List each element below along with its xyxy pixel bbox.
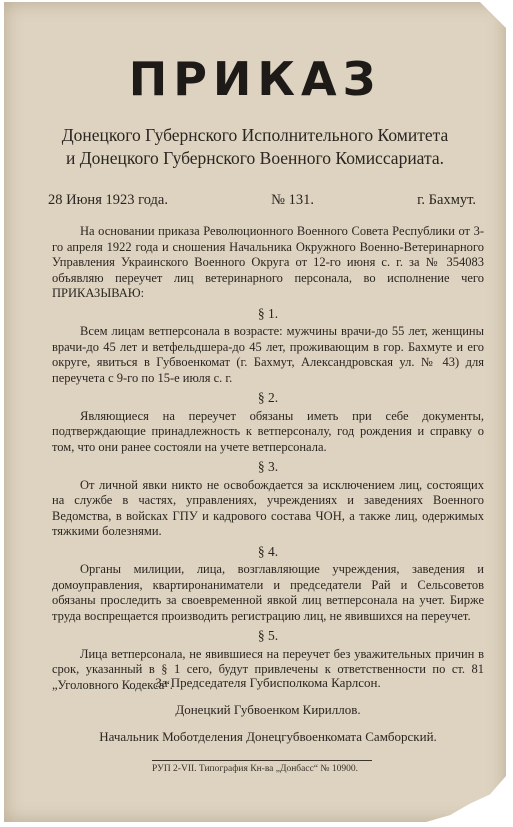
torn-bottom-edge xyxy=(426,776,506,822)
section-heading: § 4. xyxy=(257,543,279,559)
dateline xyxy=(48,192,476,209)
document-title: ПРИКАЗ xyxy=(128,52,382,106)
section-text: Являющиеся на переучет обязаны иметь при себе документы, подтверждающие принадлежность к ветперсоналу, год рождения и справку о том, что они ранее состояли на учете ветперсонала. xyxy=(52,408,484,454)
signature-line: За Председателя Губисполкома Карлсон. xyxy=(155,675,381,690)
document-place: г. Бахмут. xyxy=(417,192,476,208)
document-number: № 131. xyxy=(271,192,314,208)
subtitle-line: и Донецкого Губернского Военного Комиссариата. xyxy=(65,148,445,168)
section-text: От личной явки никто не освобождается за исключением лиц, состоящих на службе в частях, управлениях, учреждениях и заведениях Военного Ведомства, в войсках ГПУ и кадрового состава ЧОН, а также лиц, одержимых тяжкими болезнями. xyxy=(52,477,484,538)
section-heading: § 3. xyxy=(257,459,279,474)
section-text: Лица ветперсонала, не явившиеся на переучет без уважительных причин в срок, указанный в § 1 сего, будут привлечены к ответственности по ст. 81 „Уголовного Кодекса“. xyxy=(52,646,484,692)
document-subtitle xyxy=(24,124,486,170)
subtitle-line: Донецкого Губернского Исполнительного Комитета xyxy=(61,125,449,145)
printer-imprint: РУП 2-VII. Типография Кн-ва „Донбасс“ № 10900. xyxy=(152,764,358,774)
document-date: 28 Июня 1923 года. xyxy=(48,192,168,208)
document-sheet xyxy=(4,2,506,822)
section-heading: § 2. xyxy=(257,390,279,405)
section-heading: § 1. xyxy=(257,305,279,321)
signature-line: Донецкий Губвоенком Кириллов. xyxy=(175,702,361,717)
intro-paragraph: На основании приказа Революционного Военного Совета Республики от 3-го апреля 1922 года и сношения Начальника Окружного Военно-Ветеринарного Управления Украинского Военного Округа от 12-го июня с. г. за № 354083 объявляю переучет лиц ветеринарного персонала, во исполнение чего ПРИКАЗЫВАЮ: xyxy=(52,224,484,300)
section-text: Органы милиции, лица, возглавляющие учреждения, заведения и домоуправления, квартиронаниматели и председатели Рай и Сельсоветов обязаны проследить за своевременной явкой лиц ветперсонала на учет. Бирже труда воспрещается производить регистрацию лиц, не явившихся на переучет. xyxy=(52,562,484,623)
section-heading: § 5. xyxy=(257,628,279,643)
printer-divider xyxy=(152,760,372,761)
document-body xyxy=(52,224,484,693)
signature-line: Начальник Моботделения Донецгубвоенкомата Самборский. xyxy=(99,729,437,744)
torn-corner xyxy=(480,2,506,28)
section-text: Всем лицам ветперсонала в возрасте: мужчины врачи-до 55 лет, женщины врачи-до 45 лет и ветфельдшера-до 45 лет, проживающим в гор. Бахмуте и его округе, явиться в Губвоенкомат (г. Бахмут, Александровская ул. № 43) для переучета с 9-го по 15-е июля с. г. xyxy=(52,324,484,385)
